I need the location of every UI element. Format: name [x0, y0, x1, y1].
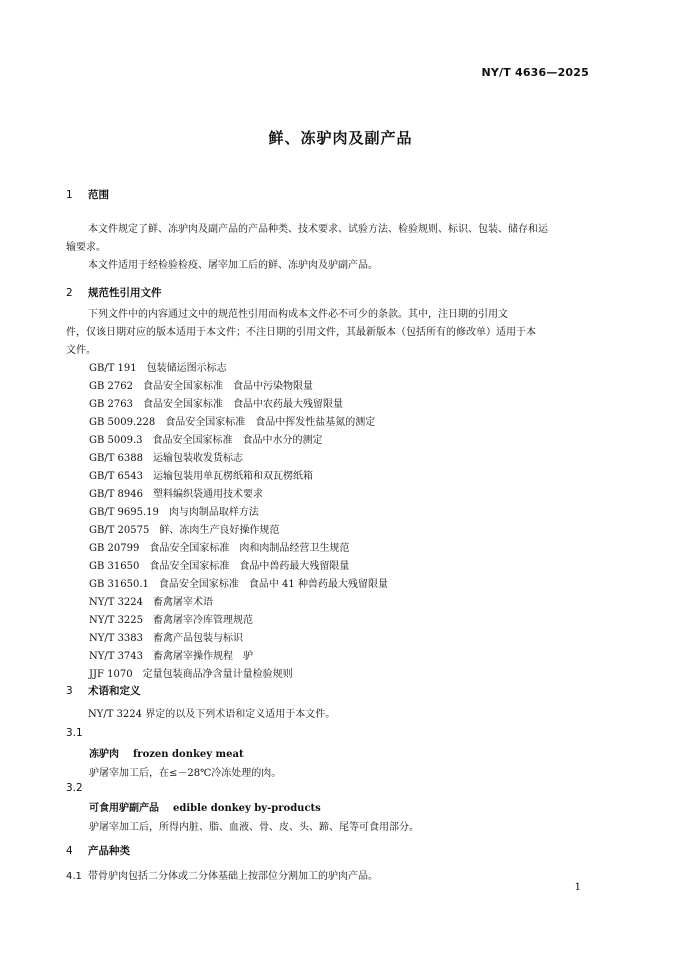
section-2-paragraph-1: 下列文件中的内容通过文中的规范性引用而构成本文件必不可少的条款。其中，注日期的引用文	[88, 309, 508, 320]
reference-item: GB 5009.3 食品安全国家标准 食品中水分的测定	[89, 435, 323, 446]
section-1-heading	[66, 187, 109, 202]
reference-item: GB/T 9695.19 肉与肉制品取样方法	[89, 507, 259, 518]
section-2-paragraph-1-end: 文件。	[66, 345, 96, 356]
term-3-1-number: 3.1	[66, 727, 83, 739]
section-title: 范围	[88, 189, 109, 201]
term-3-2-number: 3.2	[66, 782, 83, 794]
section-title: 术语和定义	[88, 685, 141, 697]
section-title: 规范性引用文件	[88, 287, 162, 299]
clause-number: 4.1	[66, 871, 82, 882]
standard-code: NY/T 4636—2025	[481, 66, 589, 79]
reference-item: GB 5009.228 食品安全国家标准 食品中挥发性盐基氮的测定	[89, 417, 376, 428]
term-3-1	[89, 745, 244, 760]
reference-item: NY/T 3224 畜禽屠宰术语	[89, 597, 214, 608]
reference-item: NY/T 3383 畜禽产品包装与标识	[89, 633, 244, 644]
reference-item: GB 2762 食品安全国家标准 食品中污染物限量	[89, 381, 313, 392]
reference-item: GB 20799 食品安全国家标准 肉和肉制品经营卫生规范	[89, 543, 350, 554]
section-2-paragraph-1-cont: 件，仅该日期对应的版本适用于本文件；不注日期的引用文件，其最新版本（包括所有的修改单）适用于本	[66, 327, 536, 338]
term-en: edible donkey by-products	[173, 803, 321, 814]
reference-item: GB/T 6543 运输包装用单瓦楞纸箱和双瓦楞纸箱	[89, 471, 314, 482]
term-3-1-definition: 驴屠宰加工后，在≤－28℃冷冻处理的肉。	[89, 768, 282, 779]
reference-item: GB 31650 食品安全国家标准 食品中兽药最大残留限量	[89, 561, 350, 572]
reference-item: GB 2763 食品安全国家标准 食品中农药最大残留限量	[89, 399, 343, 410]
clause-4-1	[66, 867, 378, 882]
section-number: 1	[66, 189, 73, 201]
reference-item: GB/T 6388 运输包装收发货标志	[89, 453, 244, 464]
section-3-paragraph-1: NY/T 3224 界定的以及下列术语和定义适用于本文件。	[88, 709, 336, 720]
reference-item: GB/T 8946 塑料编织袋通用技术要求	[89, 489, 264, 500]
section-number: 4	[66, 845, 73, 857]
reference-item: GB/T 20575 鲜、冻肉生产良好操作规范	[89, 525, 280, 536]
section-1-paragraph-1-cont: 输要求。	[66, 242, 106, 253]
section-4-heading	[66, 843, 130, 858]
term-zh: 可食用驴副产品	[89, 803, 159, 814]
reference-item: JJF 1070 定量包装商品净含量计量检验规则	[89, 669, 293, 680]
term-3-2-definition: 驴屠宰加工后，所得内脏、脂、血液、骨、皮、头、蹄、尾等可食用部分。	[89, 822, 419, 833]
reference-item: GB/T 191 包装储运图示标志	[89, 363, 227, 374]
clause-text: 带骨驴肉包括二分体或二分体基础上按部位分割加工的驴肉产品。	[88, 871, 378, 882]
section-2-heading	[66, 285, 162, 300]
reference-item: NY/T 3225 畜禽屠宰冷库管理规范	[89, 615, 254, 626]
reference-item: GB 31650.1 食品安全国家标准 食品中 41 种兽药最大残留限量	[89, 579, 388, 590]
section-number: 2	[66, 287, 73, 299]
reference-item: NY/T 3743 畜禽屠宰操作规程 驴	[89, 651, 254, 662]
term-en: frozen donkey meat	[133, 749, 244, 760]
section-3-heading	[66, 683, 141, 698]
document-title: 鲜、冻驴肉及副产品	[268, 129, 413, 147]
term-zh: 冻驴肉	[89, 749, 119, 760]
term-3-2	[89, 799, 321, 814]
section-1-paragraph-2: 本文件适用于经检验检疫、屠宰加工后的鲜、冻驴肉及驴副产品。	[88, 260, 378, 271]
section-1-paragraph-1: 本文件规定了鲜、冻驴肉及副产品的产品种类、技术要求、试验方法、检验规则、标识、包装、储存和运	[88, 224, 548, 235]
section-number: 3	[66, 685, 73, 697]
page-number: 1	[574, 882, 581, 893]
section-title: 产品种类	[88, 845, 130, 857]
